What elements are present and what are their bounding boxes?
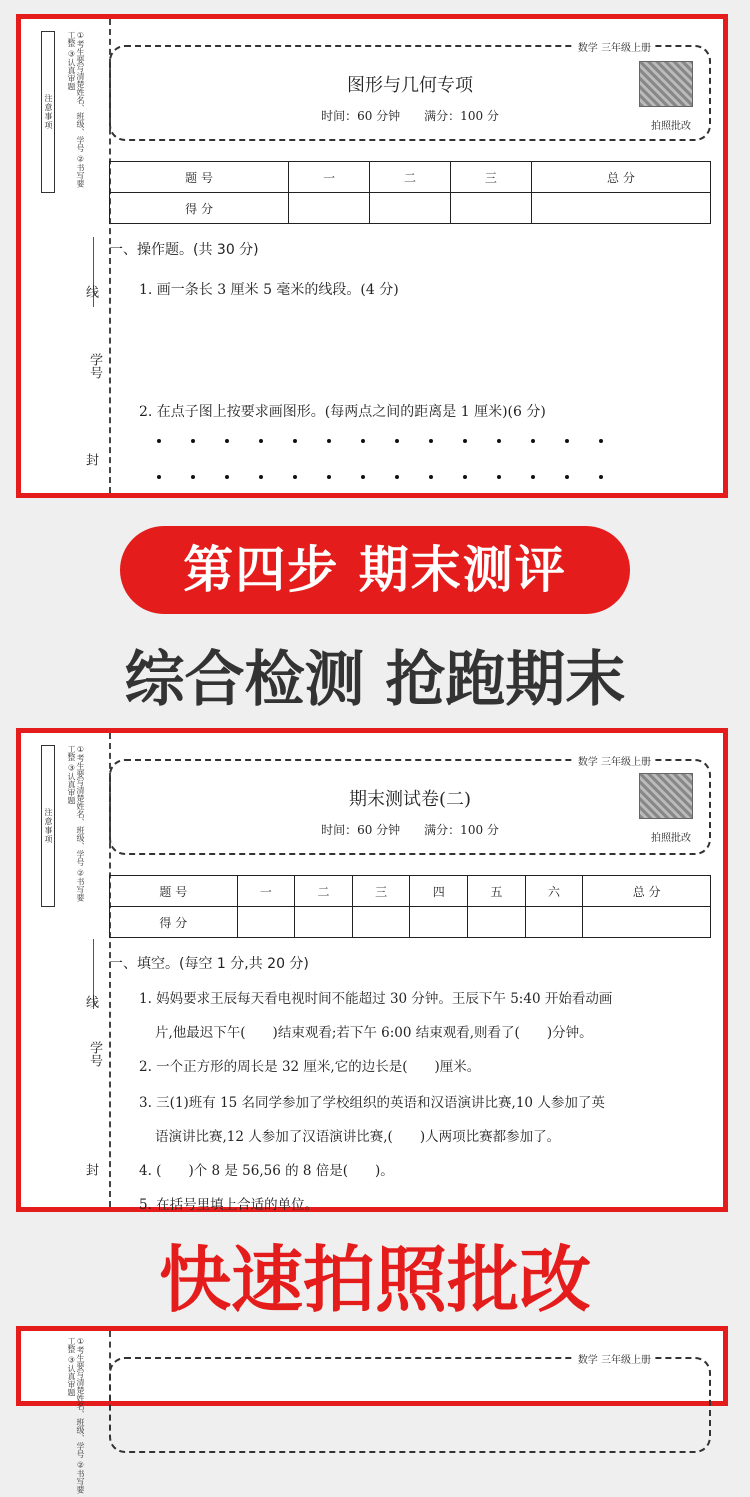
table-cell: 题 号 [110,876,238,907]
grid-dot [225,475,229,479]
grid-dot [361,475,365,479]
score-table [109,875,711,938]
test-header [109,759,711,855]
table-cell: 三 [352,876,410,907]
grid-dot [429,475,433,479]
grid-dot [463,475,467,479]
table-cell: 得 分 [110,907,238,938]
test-header [109,1357,711,1453]
feng-label: 封 [83,453,98,466]
grid-dot [293,439,297,443]
notes-text: ①考生要写清楚姓名、班级、学号 ②书写要工整 ③认真审题 [67,745,85,902]
table-cell: 一 [289,162,370,193]
qr-code-icon [639,61,693,107]
grid-dot [599,475,603,479]
table-cell [289,193,370,224]
grid-dot [565,475,569,479]
grid-dot [191,439,195,443]
table-cell [468,907,526,938]
qr-label: 拍照批改 [651,833,691,844]
grid-dot [293,475,297,479]
table-cell [525,907,583,938]
grid-dot [531,439,535,443]
table-row [110,162,711,193]
table-row [110,907,711,938]
test-title: 图形与几何专项 [347,75,473,96]
test-title: 期末测试卷(二) [348,789,472,810]
question-2: 2. 在点子图上按要求画图形。(每两点之间的距离是 1 厘米)(6 分) [139,404,546,420]
worksheet-preview-3 [16,1326,728,1494]
table-cell [352,907,410,938]
binding-strip [21,733,109,1207]
table-cell: 四 [410,876,468,907]
table-cell [370,193,451,224]
grid-dot [599,439,603,443]
table-cell: 一 [237,876,295,907]
question-1-cont: 片,他最迟下午( )结束观看;若下午 6:00 结束观看,则看了( )分钟。 [155,1025,593,1041]
question-2: 2. 一个正方形的周长是 32 厘米,它的边长是( )厘米。 [139,1059,481,1075]
grid-dot [157,439,161,443]
grid-dot [259,475,263,479]
slogan-review: 综合检测 抢跑期末 [124,645,626,715]
grid-dot [395,439,399,443]
section-heading: 一、填空。(每空 1 分,共 20 分) [109,956,309,972]
grid-dot [361,439,365,443]
table-cell: 得 分 [110,193,289,224]
notes-box [41,1337,85,1497]
feng-label: 封 [83,1163,98,1176]
notes-box [41,31,85,191]
time-score-line: 时间：60 分钟 满分：100 分 [321,823,499,837]
notes-tag: 注意事项 [41,31,55,193]
notes-box [41,745,85,905]
grid-dot [225,439,229,443]
qr-label: 拍照批改 [651,121,691,132]
table-cell [583,907,711,938]
score-table [109,161,711,224]
xuehao-label: 学号 [87,353,102,379]
worksheet-preview-2 [16,728,728,1212]
qr-code-icon [639,773,693,819]
table-cell [450,193,531,224]
question-4: 4. ( )个 8 是 56,56 的 8 倍是( )。 [139,1163,394,1179]
slogan-photo-grading: 快速拍照批改 [158,1238,591,1322]
grid-dot [395,475,399,479]
table-cell: 总 分 [583,876,711,907]
grid-dot [497,439,501,443]
grid-dot [327,475,331,479]
question-3-cont: 语演讲比赛,12 人参加了汉语演讲比赛,( )人两项比赛都参加了。 [155,1129,561,1145]
grid-dot [531,475,535,479]
xian-label: 线 [83,285,98,298]
step-banner: 第四步 期末测评 [120,526,630,614]
question-3: 3. 三(1)班有 15 名同学参加了学校组织的英语和汉语演讲比赛,10 人参加了英 [139,1095,605,1111]
test-header [109,45,711,141]
grid-dot [565,439,569,443]
table-cell [410,907,468,938]
xian-label: 线 [83,995,98,1008]
time-score-line: 时间：60 分钟 满分：100 分 [321,109,499,123]
subject-label: 数学 三年级上册 [574,1351,655,1366]
table-cell: 二 [295,876,353,907]
table-row [110,193,711,224]
notes-tag: 注意事项 [41,745,55,907]
table-cell: 总 分 [531,162,710,193]
binding-strip [21,19,109,493]
question-1: 1. 妈妈要求王辰每天看电视时间不能超过 30 分钟。王辰下午 5:40 开始看动画 [139,991,613,1007]
question-5: 5. 在括号里填上合适的单位。 [139,1197,319,1213]
xuehao-label: 学号 [87,1041,102,1067]
subject-label: 数学 三年级上册 [574,753,655,768]
question-1: 1. 画一条长 3 厘米 5 毫米的线段。(4 分) [139,282,399,298]
notes-text: ①考生要写清楚姓名、班级、学号 ②书写要工整 ③认真审题 [67,31,85,188]
table-cell: 二 [370,162,451,193]
table-cell: 五 [468,876,526,907]
table-cell: 三 [450,162,531,193]
grid-dot [327,439,331,443]
worksheet-preview-1 [16,14,728,498]
grid-dot [463,439,467,443]
table-cell: 题 号 [110,162,289,193]
grid-dot [497,475,501,479]
grid-dot [191,475,195,479]
subject-label: 数学 三年级上册 [574,39,655,54]
table-cell: 六 [525,876,583,907]
table-cell [237,907,295,938]
table-row [110,876,711,907]
section-heading: 一、操作题。(共 30 分) [109,242,259,258]
table-cell [531,193,710,224]
notes-text: ①考生要写清楚姓名、班级、学号 ②书写要工整 ③认真审题 [67,1337,85,1494]
grid-dot [157,475,161,479]
table-cell [295,907,353,938]
binding-strip [21,1331,109,1494]
grid-dot [259,439,263,443]
grid-dot [429,439,433,443]
